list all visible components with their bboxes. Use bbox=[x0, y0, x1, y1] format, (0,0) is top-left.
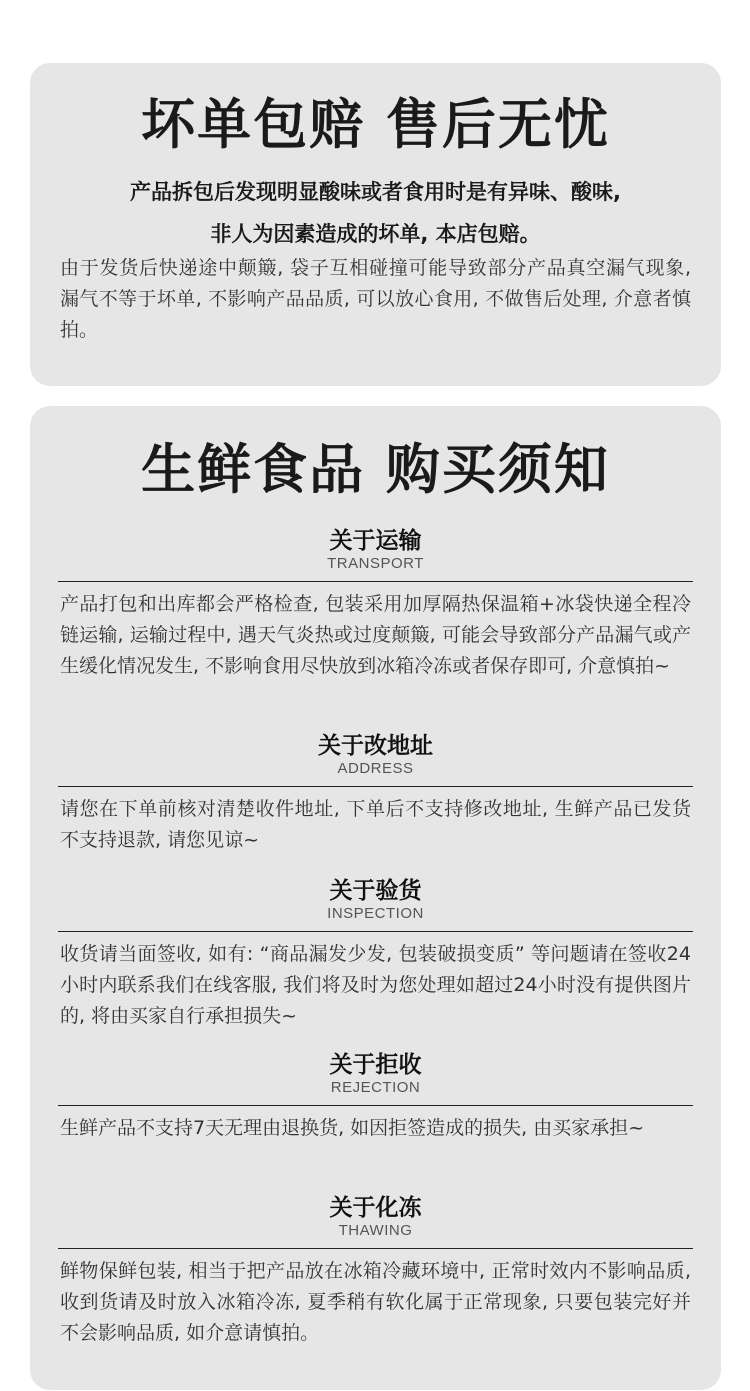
section-rejection-title: 关于拒收 bbox=[329, 1052, 422, 1078]
guarantee-note: 由于发货后快递途中颠簸, 袋子互相碰撞可能导致部分产品真空漏气现象, 漏气不等于坏单, 不影响产品品质, 可以放心食用, 不做售后处理, 介意者慎拍。 bbox=[60, 257, 691, 341]
section-transport-header bbox=[30, 527, 721, 573]
guarantee-subtitle-line1: 产品拆包后发现明显酸味或者食用时是有异味、酸味, bbox=[130, 180, 621, 204]
section-address-title: 关于改地址 bbox=[318, 733, 433, 759]
guarantee-subtitle-line2: 非人为因素造成的坏单, 本店包赔。 bbox=[210, 222, 541, 246]
section-rejection-title-en: REJECTION bbox=[330, 1079, 421, 1096]
section-thawing-text: 鲜物保鲜包装, 相当于把产品放在冰箱冷藏环境中, 正常时效内不影响品质, 收到货请及时放入冰箱冷冻, 夏季稍有软化属于正常现象, 只要包装完好并不会影响品质, 如介意请慎拍。 bbox=[60, 1260, 691, 1344]
section-inspection-header bbox=[30, 877, 721, 923]
after-sales-guarantee-card bbox=[30, 63, 721, 386]
section-divider bbox=[58, 1105, 693, 1106]
section-divider bbox=[58, 581, 693, 582]
section-divider bbox=[58, 1248, 693, 1249]
section-inspection-title-en: INSPECTION bbox=[327, 905, 424, 922]
section-rejection-text: 生鲜产品不支持7天无理由退换货, 如因拒签造成的损失, 由买家承担~ bbox=[60, 1117, 645, 1139]
section-thawing-title: 关于化冻 bbox=[329, 1195, 422, 1221]
section-address-header bbox=[30, 732, 721, 778]
section-inspection-title: 关于验货 bbox=[329, 878, 422, 904]
section-transport-title: 关于运输 bbox=[329, 528, 422, 554]
notice-title: 生鲜食品 购买须知 bbox=[141, 438, 610, 501]
section-thawing-title-en: THAWING bbox=[338, 1222, 413, 1239]
section-divider bbox=[58, 786, 693, 787]
guarantee-title: 坏单包赔 售后无忧 bbox=[141, 93, 610, 156]
section-divider bbox=[58, 931, 693, 932]
section-transport-text: 产品打包和出库都会严格检查, 包装采用加厚隔热保温箱+冰袋快递全程冷链运输, 运输过程中, 遇天气炎热或过度颠簸, 可能会导致部分产品漏气或产生缓化情况发生, 不影响食用尽快放到冰箱冷冻或者保存即可, 介意慎拍~ bbox=[60, 593, 691, 677]
section-transport-title-en: TRANSPORT bbox=[327, 555, 424, 572]
section-address-title-en: ADDRESS bbox=[337, 760, 414, 777]
section-address-text: 请您在下单前核对清楚收件地址, 下单后不支持修改地址, 生鲜产品已发货不支持退款, 请您见谅~ bbox=[60, 798, 691, 851]
section-inspection-text: 收货请当面签收, 如有: “商品漏发少发, 包装破损变质” 等问题请在签收24小时内联系我们在线客服, 我们将及时为您处理如超过24小时没有提供图片的, 将由买家自行承担损失~ bbox=[60, 943, 691, 1027]
purchase-notice-card bbox=[30, 406, 721, 1390]
section-rejection-header bbox=[30, 1051, 721, 1097]
section-thawing-header bbox=[30, 1194, 721, 1240]
